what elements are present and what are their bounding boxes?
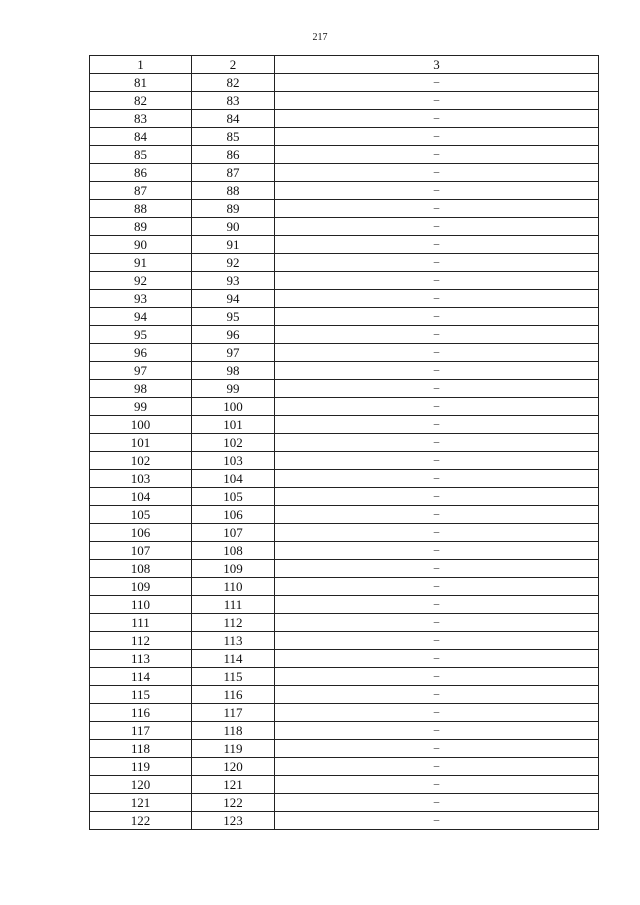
table-row	[90, 272, 599, 290]
table-cell-col-1: 104	[90, 488, 192, 506]
table-cell-col-2: 96	[192, 326, 275, 344]
table-row	[90, 632, 599, 650]
table-row	[90, 146, 599, 164]
table-cell-col-3: –	[275, 776, 599, 794]
table-row	[90, 704, 599, 722]
table-cell-col-1: 86	[90, 164, 192, 182]
table-row	[90, 488, 599, 506]
table-cell-col-3: –	[275, 290, 599, 308]
table-row	[90, 650, 599, 668]
table-row	[90, 110, 599, 128]
table-cell-col-1: 96	[90, 344, 192, 362]
table-cell-col-2: 86	[192, 146, 275, 164]
table-cell-col-2: 118	[192, 722, 275, 740]
table-cell-col-3: –	[275, 740, 599, 758]
table-cell-col-3: –	[275, 200, 599, 218]
table-cell-col-1: 100	[90, 416, 192, 434]
table-row	[90, 308, 599, 326]
page-number: 217	[312, 32, 328, 43]
table-cell-col-3: –	[275, 362, 599, 380]
table-cell-col-1: 111	[90, 614, 192, 632]
table-row	[90, 362, 599, 380]
table-cell-col-3: –	[275, 812, 599, 830]
table-row	[90, 452, 599, 470]
table-row	[90, 596, 599, 614]
table-cell-col-2: 101	[192, 416, 275, 434]
table-row	[90, 92, 599, 110]
table-row	[90, 506, 599, 524]
table-row	[90, 560, 599, 578]
table-cell-col-3: –	[275, 398, 599, 416]
table-cell-col-3: –	[275, 416, 599, 434]
table-cell-col-2: 89	[192, 200, 275, 218]
table-cell-col-1: 92	[90, 272, 192, 290]
table-cell-col-3: –	[275, 686, 599, 704]
table-cell-col-2: 85	[192, 128, 275, 146]
column-header-2: 2	[192, 56, 275, 74]
table-row	[90, 794, 599, 812]
table-cell-col-1: 115	[90, 686, 192, 704]
table-row	[90, 254, 599, 272]
table-cell-col-2: 93	[192, 272, 275, 290]
table-cell-col-1: 84	[90, 128, 192, 146]
table-cell-col-2: 94	[192, 290, 275, 308]
table-cell-col-3: –	[275, 434, 599, 452]
table-row	[90, 398, 599, 416]
table-cell-col-3: –	[275, 344, 599, 362]
table-cell-col-2: 122	[192, 794, 275, 812]
table-cell-col-3: –	[275, 164, 599, 182]
table-cell-col-2: 99	[192, 380, 275, 398]
column-header-3: 3	[275, 56, 599, 74]
table-cell-col-3: –	[275, 524, 599, 542]
table-cell-col-2: 107	[192, 524, 275, 542]
table-cell-col-1: 107	[90, 542, 192, 560]
table-cell-col-1: 99	[90, 398, 192, 416]
table-cell-col-1: 89	[90, 218, 192, 236]
table-cell-col-2: 120	[192, 758, 275, 776]
table-row	[90, 236, 599, 254]
table-cell-col-2: 114	[192, 650, 275, 668]
table-cell-col-3: –	[275, 146, 599, 164]
table-cell-col-3: –	[275, 704, 599, 722]
table-cell-col-1: 113	[90, 650, 192, 668]
table-cell-col-1: 101	[90, 434, 192, 452]
table-cell-col-1: 97	[90, 362, 192, 380]
table-cell-col-1: 81	[90, 74, 192, 92]
table-cell-col-3: –	[275, 542, 599, 560]
table-cell-col-1: 106	[90, 524, 192, 542]
table-cell-col-3: –	[275, 110, 599, 128]
table-cell-col-2: 100	[192, 398, 275, 416]
table-cell-col-3: –	[275, 578, 599, 596]
table-cell-col-1: 120	[90, 776, 192, 794]
table-cell-col-2: 95	[192, 308, 275, 326]
table-cell-col-3: –	[275, 128, 599, 146]
table-row	[90, 380, 599, 398]
table-cell-col-2: 119	[192, 740, 275, 758]
table-cell-col-3: –	[275, 596, 599, 614]
table-cell-col-1: 103	[90, 470, 192, 488]
table-cell-col-2: 92	[192, 254, 275, 272]
table-row	[90, 218, 599, 236]
table-cell-col-1: 112	[90, 632, 192, 650]
table-row	[90, 524, 599, 542]
table-cell-col-3: –	[275, 308, 599, 326]
table-cell-col-2: 110	[192, 578, 275, 596]
data-table	[89, 55, 599, 830]
table-row	[90, 722, 599, 740]
table-row	[90, 128, 599, 146]
table-row	[90, 74, 599, 92]
table-cell-col-2: 123	[192, 812, 275, 830]
table-row	[90, 758, 599, 776]
table-cell-col-3: –	[275, 182, 599, 200]
table-cell-col-3: –	[275, 794, 599, 812]
table-row	[90, 344, 599, 362]
table-cell-col-3: –	[275, 254, 599, 272]
table-cell-col-3: –	[275, 470, 599, 488]
table-cell-col-3: –	[275, 488, 599, 506]
table-cell-col-3: –	[275, 650, 599, 668]
table-cell-col-3: –	[275, 452, 599, 470]
table-row	[90, 434, 599, 452]
table-cell-col-3: –	[275, 236, 599, 254]
table-cell-col-1: 85	[90, 146, 192, 164]
table-cell-col-2: 88	[192, 182, 275, 200]
column-header-1: 1	[90, 56, 192, 74]
table-cell-col-3: –	[275, 92, 599, 110]
table-row	[90, 164, 599, 182]
table-header	[90, 56, 599, 74]
table-cell-col-1: 91	[90, 254, 192, 272]
table-cell-col-1: 102	[90, 452, 192, 470]
table-row	[90, 578, 599, 596]
table-cell-col-2: 115	[192, 668, 275, 686]
table-cell-col-3: –	[275, 272, 599, 290]
table-cell-col-1: 93	[90, 290, 192, 308]
table-cell-col-3: –	[275, 74, 599, 92]
table-cell-col-3: –	[275, 614, 599, 632]
table-cell-col-3: –	[275, 758, 599, 776]
table-cell-col-1: 87	[90, 182, 192, 200]
table-row	[90, 416, 599, 434]
table-cell-col-2: 82	[192, 74, 275, 92]
table-cell-col-2: 84	[192, 110, 275, 128]
table-cell-col-1: 110	[90, 596, 192, 614]
table-cell-col-1: 105	[90, 506, 192, 524]
table-cell-col-2: 108	[192, 542, 275, 560]
table-row	[90, 740, 599, 758]
table-row	[90, 470, 599, 488]
table-cell-col-2: 97	[192, 344, 275, 362]
table-row	[90, 182, 599, 200]
table-cell-col-1: 119	[90, 758, 192, 776]
table-cell-col-3: –	[275, 506, 599, 524]
table-cell-col-3: –	[275, 380, 599, 398]
table-cell-col-2: 109	[192, 560, 275, 578]
table-cell-col-3: –	[275, 668, 599, 686]
table-cell-col-2: 103	[192, 452, 275, 470]
table-body	[90, 74, 599, 830]
table-cell-col-1: 88	[90, 200, 192, 218]
table-cell-col-1: 95	[90, 326, 192, 344]
table-cell-col-3: –	[275, 218, 599, 236]
table-row	[90, 668, 599, 686]
table-row	[90, 776, 599, 794]
table-cell-col-2: 106	[192, 506, 275, 524]
table-row	[90, 326, 599, 344]
table-cell-col-1: 118	[90, 740, 192, 758]
table-cell-col-1: 114	[90, 668, 192, 686]
table-cell-col-1: 94	[90, 308, 192, 326]
table-cell-col-1: 109	[90, 578, 192, 596]
table-cell-col-3: –	[275, 326, 599, 344]
table-row	[90, 290, 599, 308]
table-cell-col-3: –	[275, 722, 599, 740]
table-cell-col-2: 102	[192, 434, 275, 452]
table-cell-col-2: 90	[192, 218, 275, 236]
table-cell-col-1: 98	[90, 380, 192, 398]
table-row	[90, 542, 599, 560]
table-cell-col-2: 98	[192, 362, 275, 380]
table-cell-col-1: 108	[90, 560, 192, 578]
table-cell-col-1: 116	[90, 704, 192, 722]
table-cell-col-3: –	[275, 632, 599, 650]
table-row	[90, 200, 599, 218]
table-row	[90, 686, 599, 704]
table-cell-col-2: 116	[192, 686, 275, 704]
table-cell-col-1: 90	[90, 236, 192, 254]
table-row	[90, 614, 599, 632]
table-cell-col-1: 122	[90, 812, 192, 830]
table-cell-col-2: 117	[192, 704, 275, 722]
table-cell-col-2: 87	[192, 164, 275, 182]
header-row	[90, 56, 599, 74]
table-cell-col-2: 105	[192, 488, 275, 506]
table-cell-col-2: 83	[192, 92, 275, 110]
table-cell-col-2: 104	[192, 470, 275, 488]
table-cell-col-1: 117	[90, 722, 192, 740]
table-cell-col-2: 111	[192, 596, 275, 614]
table-cell-col-3: –	[275, 560, 599, 578]
table-cell-col-1: 82	[90, 92, 192, 110]
table-cell-col-2: 112	[192, 614, 275, 632]
table-cell-col-1: 83	[90, 110, 192, 128]
table-cell-col-2: 91	[192, 236, 275, 254]
table-cell-col-2: 113	[192, 632, 275, 650]
table-cell-col-2: 121	[192, 776, 275, 794]
table-cell-col-1: 121	[90, 794, 192, 812]
table-row	[90, 812, 599, 830]
